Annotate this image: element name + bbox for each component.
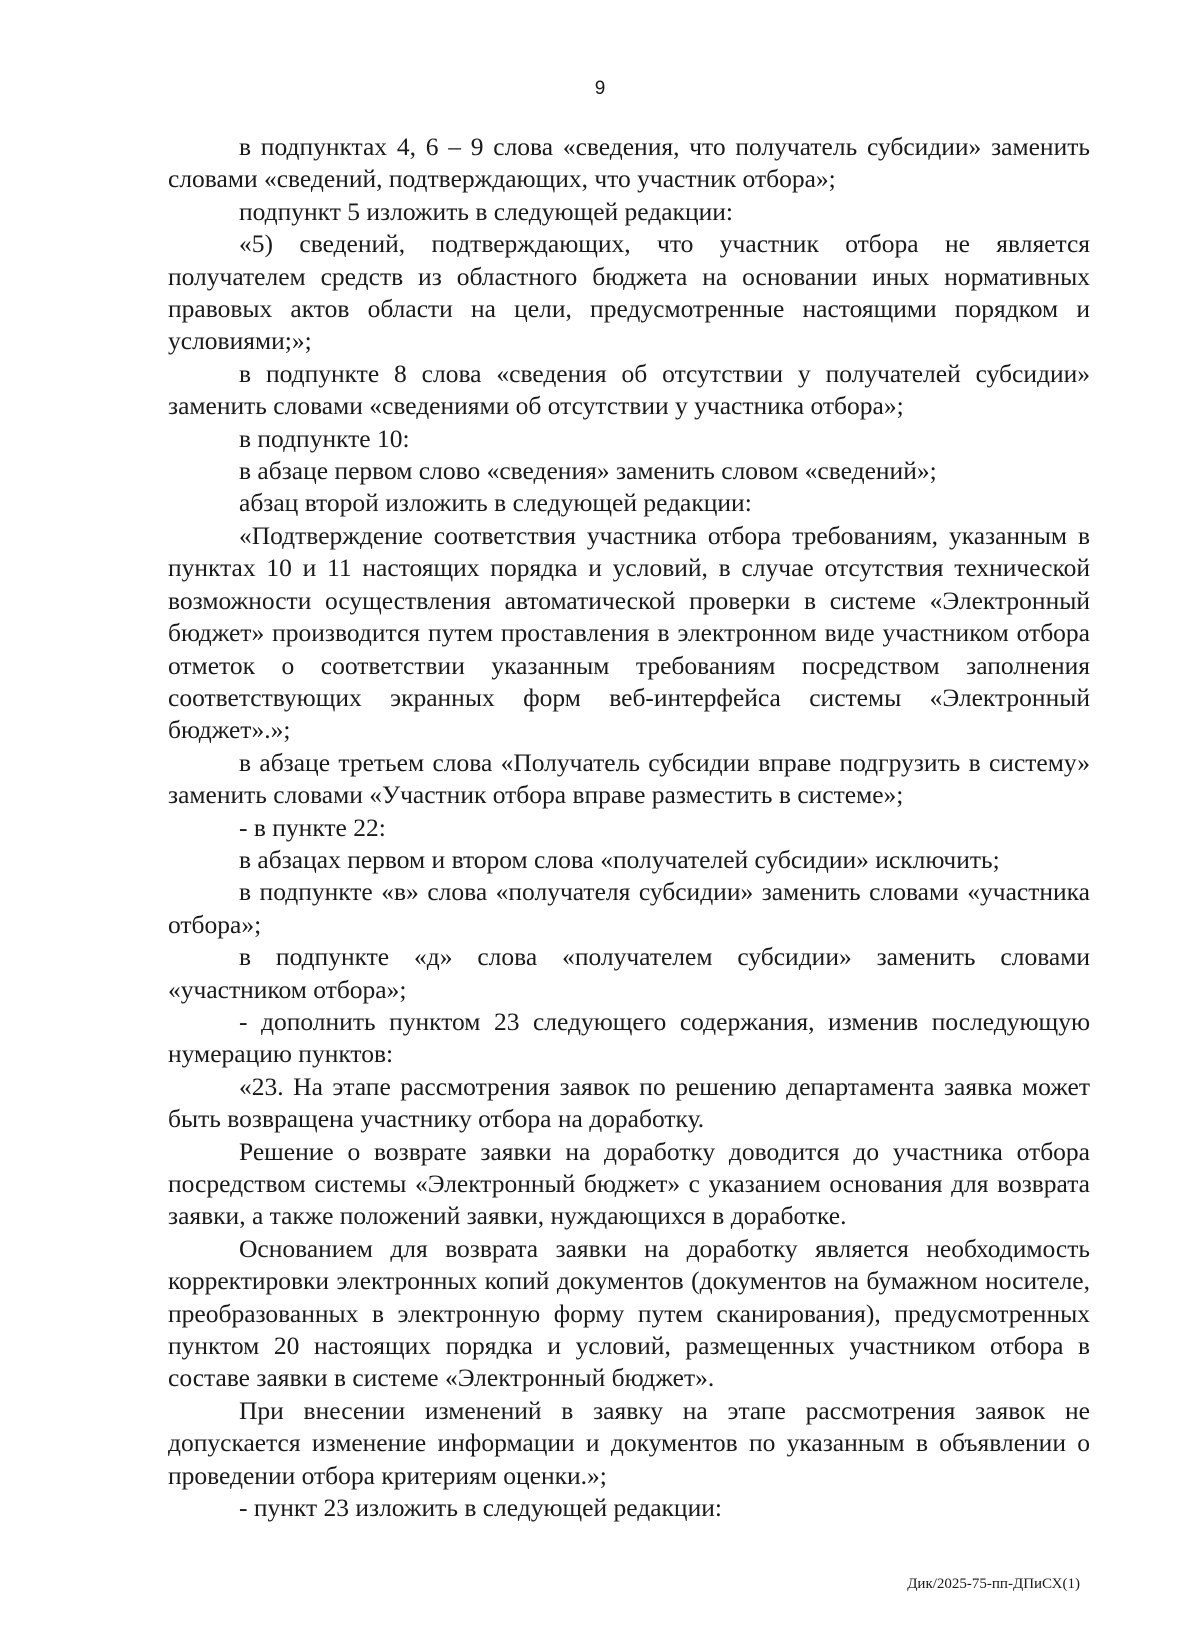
paragraph: в подпунктах 4, 6 – 9 слова «сведения, что получатель субсидии» заменить словами «сведений, подтверждающих, что участник отбора»;	[168, 132, 1090, 194]
paragraph: в абзаце первом слово «сведения» заменить словом «сведений»;	[239, 456, 937, 486]
paragraph: абзац второй изложить в следующей редакции:	[239, 488, 752, 518]
paragraph: в подпункте 8 слова «сведения об отсутствии у получателей субсидии» заменить словами «сведениями об отсутствии у участника отбора»;	[168, 358, 1090, 421]
paragraph: в подпункте «в» слова «получателя субсидии» заменить словами «участника отбора»;	[168, 877, 1090, 939]
document-body	[168, 131, 1090, 1524]
paragraph: При внесении изменений в заявку на этапе рассмотрения заявок не допускается изменение информации и документов по указанным в объявлении о проведении отбора критериям оценки.»;	[168, 1395, 1090, 1490]
page-number: 9	[594, 78, 606, 99]
paragraph: в абзаце третьем слова «Получатель субсидии вправе подгрузить в систему» заменить словами «Участник отбора вправе разместить в системе»;	[168, 747, 1090, 810]
paragraph: - в пункте 22:	[239, 812, 386, 842]
paragraph: в абзацах первом и втором слова «получателей субсидии» исключить;	[239, 844, 1000, 874]
paragraph: «5) сведений, подтверждающих, что участник отбора не является получателем средств из областного бюджета на основании иных нормативных правовых актов области на цели, предусмотренные настоящими порядком и условиями;»;	[168, 229, 1090, 356]
paragraph: «23. На этапе рассмотрения заявок по решению департамента заявка может быть возвращена участнику отбора на доработку.	[168, 1071, 1090, 1134]
paragraph: Основанием для возврата заявки на доработку является необходимость корректировки электронных копий документов (документов на бумажном носителе, преобразованных в электронную форму путем сканирования), предусмотренных пунктом 20 настоящих порядка и условий, размещенных участником отбора в составе заявки в системе «Электронный бюджет».	[168, 1233, 1090, 1393]
paragraph: «Подтверждение соответствия участника отбора требованиям, указанным в пунктах 10 и 11 настоящих порядка и условий, в случае отсутствия технической возможности осуществления автоматической проверки в системе «Электронный бюджет» производится путем проставления в электронном виде участником отбора отметок о соответствии указанным требованиям посредством заполнения соответствующих экранных форм веб-интерфейса системы «Электронный бюджет».»;	[168, 520, 1090, 745]
paragraph: Решение о возврате заявки на доработку доводится до участника отбора посредством системы «Электронный бюджет» с указанием основания для возврата заявки, а также положений заявки, нуждающихся в доработке.	[168, 1136, 1090, 1231]
paragraph: в подпункте 10:	[239, 423, 410, 453]
paragraph: подпункт 5 изложить в следующей редакции:	[239, 196, 733, 226]
document-footer-code: Дик/2025-75-пп-ДПиСХ(1)	[907, 1576, 1080, 1592]
paragraph: - дополнить пунктом 23 следующего содержания, изменив последующую нумерацию пунктов:	[168, 1006, 1090, 1069]
paragraph: - пункт 23 изложить в следующей редакции:	[239, 1493, 722, 1523]
paragraph: в подпункте «д» слова «получателем субсидии» заменить словами «участником отбора»;	[168, 942, 1090, 1004]
